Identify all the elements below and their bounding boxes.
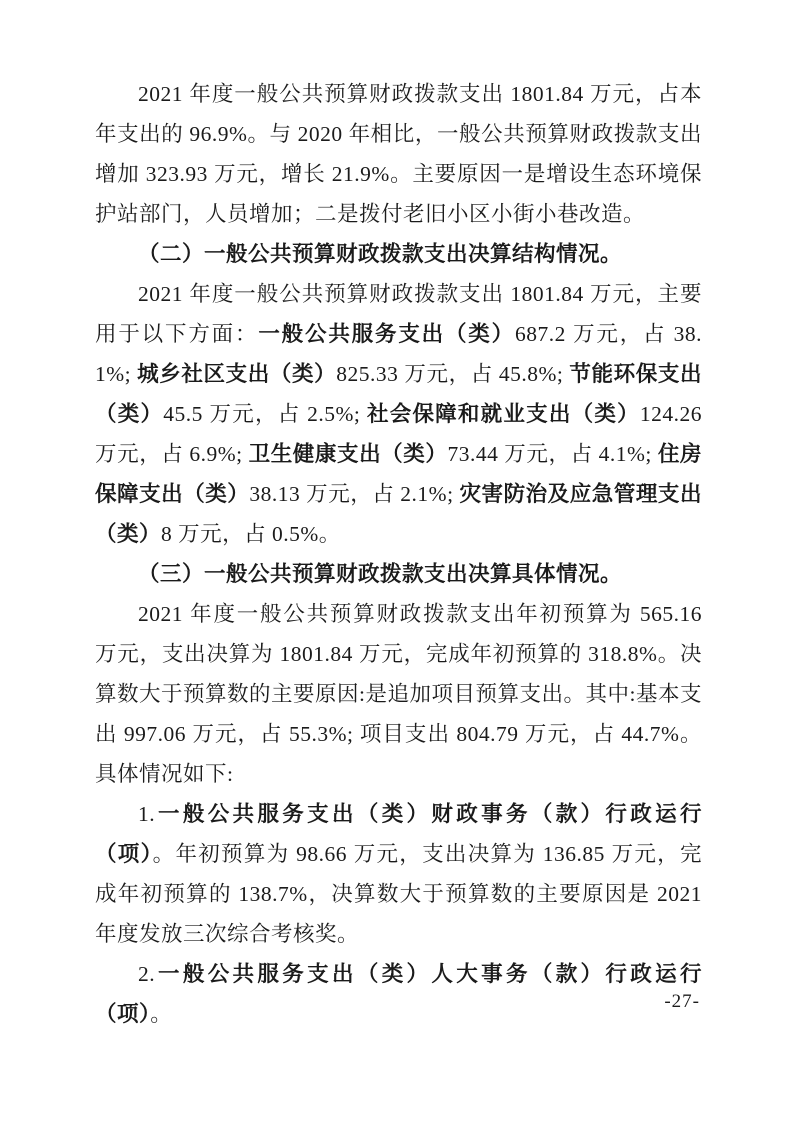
bold-text-run: 灾害防治及应急管理支出（类） <box>95 482 702 546</box>
para-item-2 <box>95 954 702 1034</box>
page-number: -27- <box>664 991 700 1012</box>
bold-text-run: 社会保障和就业支出（类） <box>366 402 640 426</box>
text-run: 124.26 万元，占 6.9%; <box>95 402 702 466</box>
bold-text-run: 一般公共服务支出（类）财政事务（款）行政运行（项） <box>95 802 702 866</box>
text-run: 45.5 万元，占 2.5%; <box>163 402 367 426</box>
text-run: 8 万元，占 0.5%。 <box>161 522 341 546</box>
text-run: 。年初预算为 98.66 万元，支出决算为 136.85 万元，完成年初预算的 138.7%，决算数大于预算数的主要原因是 2021 年度发放三次综合考核奖。 <box>95 842 702 946</box>
bold-text-run: 住房保障支出（类） <box>95 442 702 506</box>
bold-text-run: 卫生健康支出（类） <box>248 442 448 466</box>
heading-section-3 <box>95 554 702 594</box>
bold-text-run: 一般公共服务支出（类） <box>258 322 515 346</box>
bold-text-run: 一般公共服务支出（类）人大事务（款）行政运行（项） <box>95 962 702 1026</box>
bold-text-run: （三）一般公共预算财政拨款支出决算具体情况。 <box>138 562 623 586</box>
para-detail <box>95 594 702 794</box>
text-run: 2021 年度一般公共预算财政拨款支出 1801.84 万元，占本年支出的 96.9%。与 2020 年相比，一般公共预算财政拨款支出增加 323.93 万元，增长 21.9%。主要原因一是增设生态环境保护站部门，人员增加；二是拨付老旧小区小街小巷改造。 <box>95 82 702 226</box>
bold-text-run: 城乡社区支出（类） <box>137 362 337 386</box>
text-run: 73.44 万元，占 4.1%; <box>447 442 658 466</box>
text-run: 825.33 万元，占 45.8%; <box>336 362 570 386</box>
para-overview <box>95 74 702 234</box>
document-body <box>95 74 702 1034</box>
para-item-1 <box>95 794 702 954</box>
bold-text-run: （二）一般公共预算财政拨款支出决算结构情况。 <box>138 242 623 266</box>
text-run: 38.13 万元，占 2.1%; <box>249 482 460 506</box>
text-run: 。 <box>150 1002 173 1026</box>
text-run: 2. <box>138 962 156 986</box>
heading-section-2 <box>95 234 702 274</box>
text-run: 687.2 万元，占 38.1%; <box>95 322 702 386</box>
para-structure <box>95 274 702 554</box>
text-run: 2021 年度一般公共预算财政拨款支出 1801.84 万元，主要用于以下方面： <box>95 282 702 346</box>
text-run: 2021 年度一般公共预算财政拨款支出年初预算为 565.16 万元，支出决算为 1801.84 万元，完成年初预算的 318.8%。决算数大于预算数的主要原因:是追加项目预算支出。其中:基本支出 997.06 万元，占 55.3%; 项目支出 804.79 万元，占 44.7%。具体情况如下: <box>95 602 702 786</box>
bold-text-run: 节能环保支出（类） <box>95 362 702 426</box>
text-run: 1. <box>138 802 156 826</box>
